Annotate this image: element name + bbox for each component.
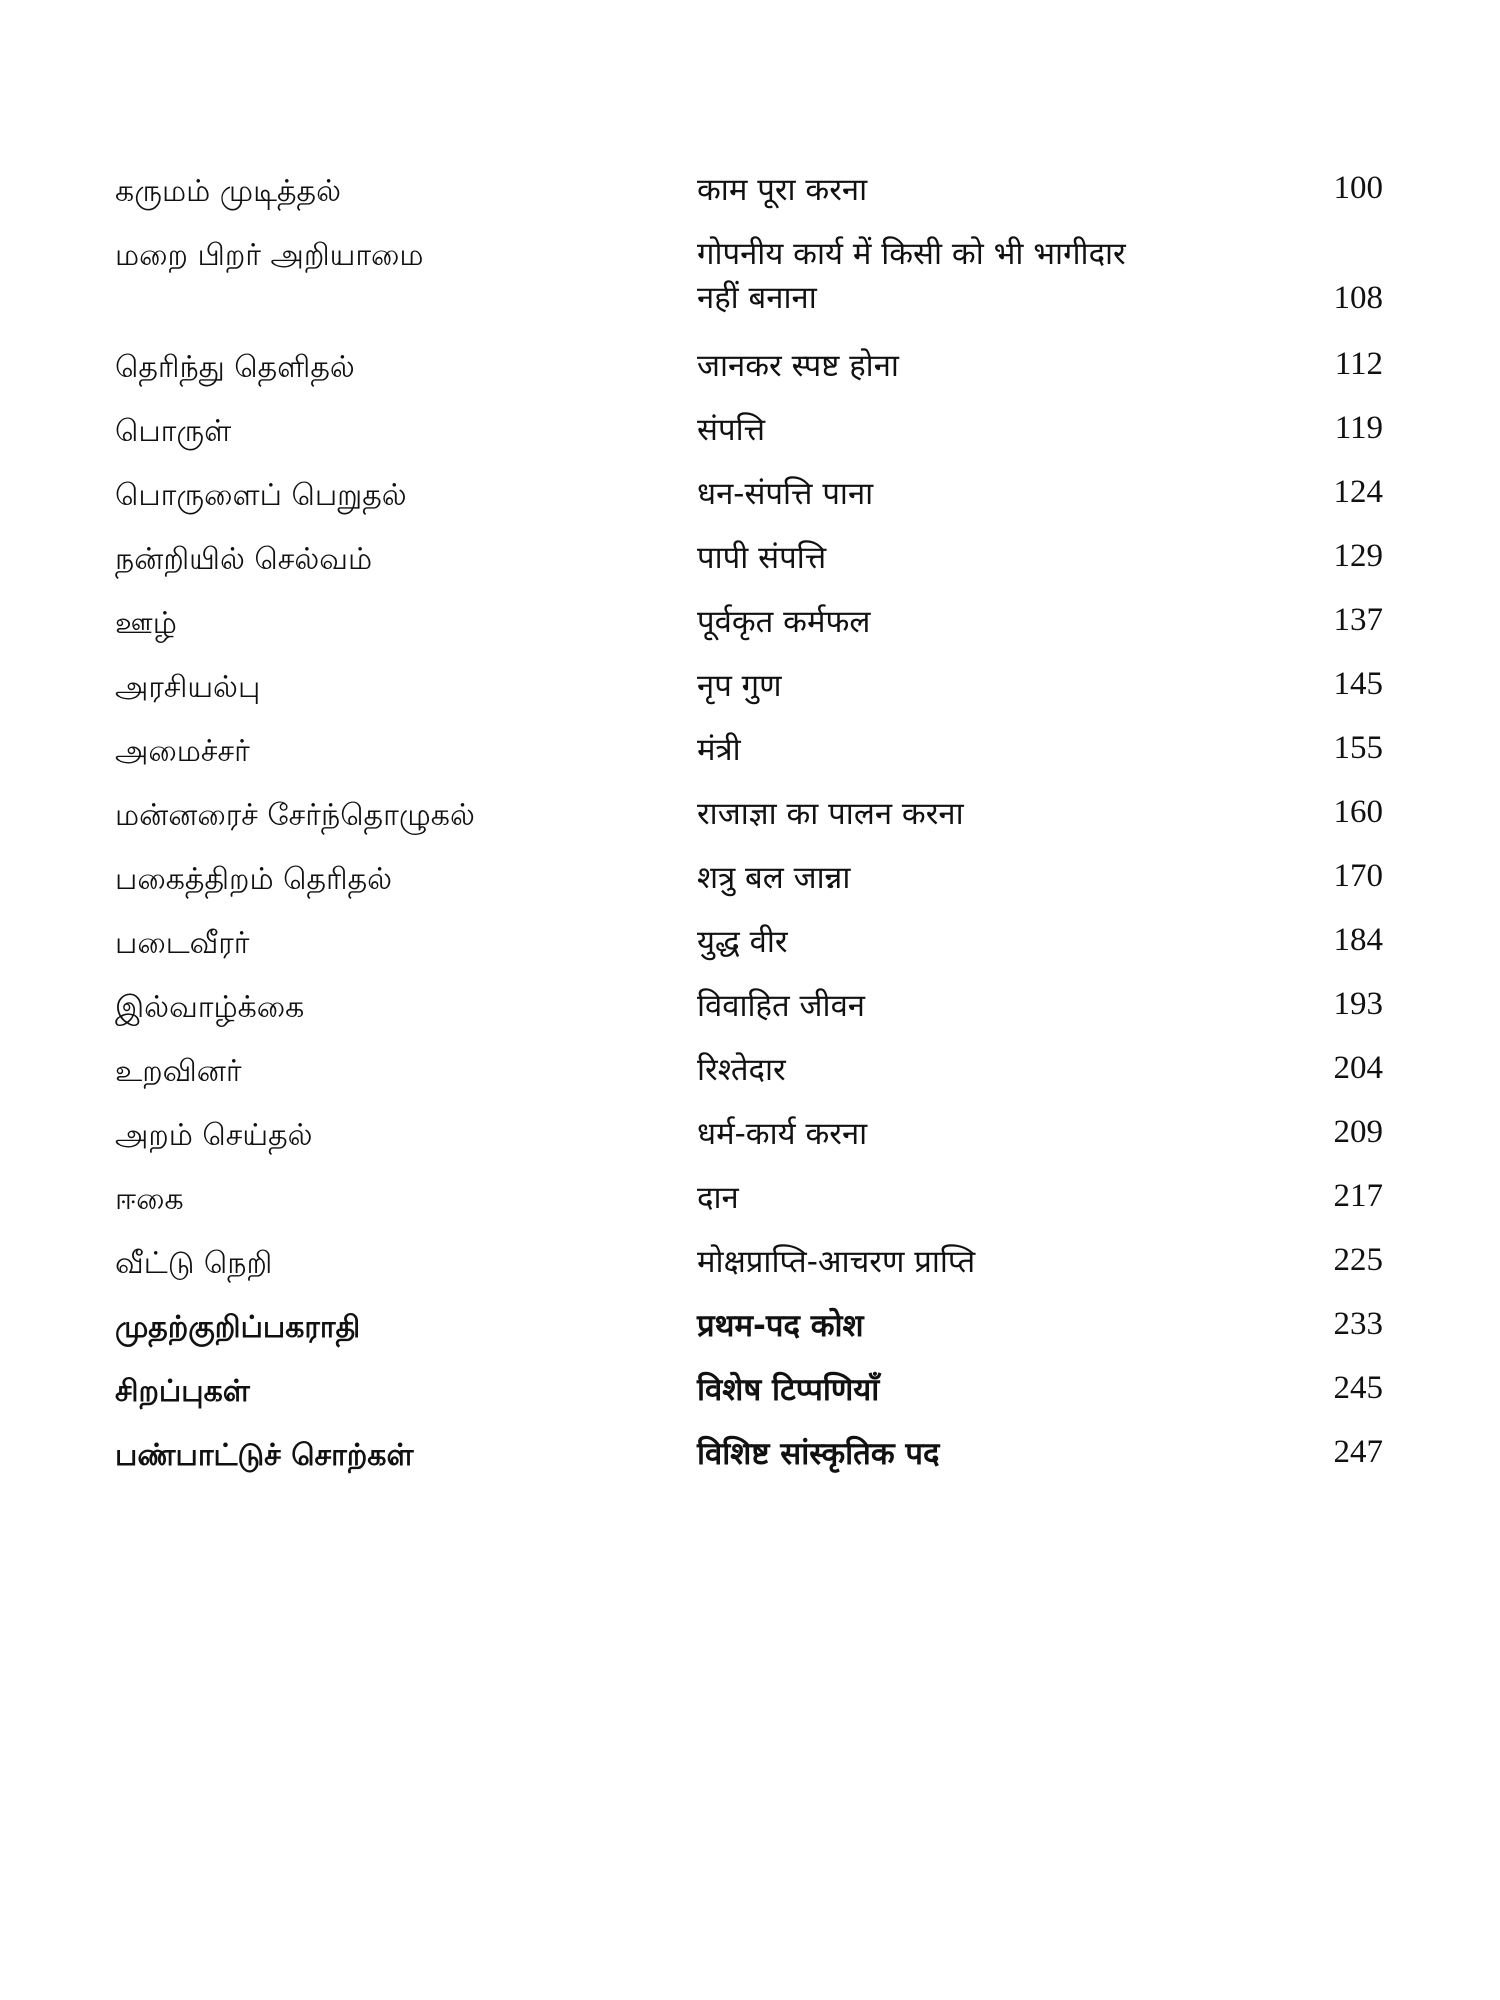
- tamil-title: அமைச்சர்: [115, 734, 250, 769]
- tamil-title: ஈகை: [115, 1182, 184, 1217]
- toc-row: [0, 474, 1500, 538]
- hindi-title: धन-संपत्ति पाना: [697, 476, 874, 512]
- tamil-title: வீட்டு நெறி: [115, 1246, 273, 1281]
- toc-row: [0, 922, 1500, 986]
- tamil-title: படைவீரர்: [115, 926, 250, 961]
- toc-row: [0, 1370, 1500, 1434]
- hindi-title: पापी संपत्ति: [697, 540, 827, 576]
- page-number: 124: [1333, 474, 1383, 510]
- tamil-title: பொருள்: [115, 414, 232, 449]
- tamil-title: நன்றியில் செல்வம்: [115, 542, 373, 577]
- tamil-title: சிறப்புகள்: [115, 1374, 250, 1409]
- toc-row: [0, 346, 1500, 410]
- page-number: 233: [1333, 1306, 1383, 1342]
- page-number: 145: [1333, 666, 1383, 702]
- hindi-title: पूर्वकृत कर्मफल: [697, 604, 871, 640]
- tamil-title: உறவினர்: [115, 1054, 242, 1089]
- toc-row: [0, 1306, 1500, 1370]
- hindi-title: शत्रु बल जान्ना: [697, 860, 851, 896]
- page-number: 119: [1334, 410, 1383, 446]
- toc-row: [0, 1242, 1500, 1306]
- toc-row: [0, 170, 1500, 234]
- hindi-title: जानकर स्पष्ट होना: [697, 348, 899, 384]
- hindi-title: रिश्तेदार: [697, 1052, 786, 1088]
- page-number: 170: [1333, 858, 1383, 894]
- tamil-title: பகைத்திறம் தெரிதல்: [115, 862, 393, 897]
- tamil-title: பொருளைப் பெறுதல்: [115, 478, 407, 513]
- tamil-title: கருமம் முடித்தல்: [115, 174, 341, 209]
- toc-row: [0, 410, 1500, 474]
- toc-row: [0, 1178, 1500, 1242]
- page-number: 217: [1333, 1178, 1383, 1214]
- tamil-title: மறை பிறர் அறியாமை: [115, 238, 424, 273]
- tamil-title: அரசியல்பு: [115, 670, 261, 705]
- toc-row: [0, 1114, 1500, 1178]
- toc-row: [0, 538, 1500, 602]
- page-number: 245: [1333, 1370, 1383, 1406]
- hindi-title: दान: [697, 1180, 739, 1216]
- hindi-title: मोक्षप्राप्ति-आचरण प्राप्ति: [697, 1244, 976, 1280]
- tamil-title: மன்னரைச் சேர்ந்தொழுகல்: [115, 798, 475, 833]
- page-number: 112: [1334, 346, 1383, 382]
- page-number: 108: [1333, 280, 1383, 316]
- hindi-title: युद्ध वीर: [697, 924, 788, 960]
- toc-row: [0, 666, 1500, 730]
- page-number: 129: [1333, 538, 1383, 574]
- hindi-title: संपत्ति: [697, 412, 766, 448]
- tamil-title: அறம் செய்தல்: [115, 1118, 313, 1153]
- toc-row: [0, 794, 1500, 858]
- toc-row: [0, 602, 1500, 666]
- hindi-title-line2: नहीं बनाना: [697, 280, 817, 316]
- tamil-title: ஊழ்: [115, 606, 177, 641]
- toc-row: [0, 986, 1500, 1050]
- page-number: 155: [1333, 730, 1383, 766]
- tamil-title: பண்பாட்டுச் சொற்கள்: [115, 1438, 414, 1473]
- page-number: 100: [1333, 170, 1383, 206]
- hindi-title: विवाहित जीवन: [697, 988, 866, 1024]
- hindi-title: गोपनीय कार्य में किसी को भी भागीदार: [697, 236, 1126, 272]
- page-number: 204: [1333, 1050, 1383, 1086]
- hindi-title: काम पूरा करना: [697, 172, 868, 208]
- hindi-title: विशिष्ट सांस्कृतिक पद: [697, 1436, 940, 1472]
- page-number: 247: [1333, 1434, 1383, 1470]
- page-number: 137: [1333, 602, 1383, 638]
- page-number: 184: [1333, 922, 1383, 958]
- toc-row: [0, 1050, 1500, 1114]
- toc-row: [0, 234, 1500, 334]
- hindi-title: राजाज्ञा का पालन करना: [697, 796, 964, 832]
- toc-row: [0, 858, 1500, 922]
- toc-row: [0, 730, 1500, 794]
- page-number: 160: [1333, 794, 1383, 830]
- hindi-title: नृप गुण: [697, 668, 782, 704]
- page-number: 209: [1333, 1114, 1383, 1150]
- toc-row: [0, 1434, 1500, 1498]
- tamil-title: முதற்குறிப்பகராதி: [115, 1310, 361, 1345]
- hindi-title: विशेष टिप्पणियाँ: [697, 1372, 880, 1408]
- hindi-title: धर्म-कार्य करना: [697, 1116, 868, 1152]
- tamil-title: இல்வாழ்க்கை: [115, 990, 305, 1025]
- page-number: 225: [1333, 1242, 1383, 1278]
- hindi-title: प्रथम-पद कोश: [697, 1308, 864, 1344]
- hindi-title: मंत्री: [697, 732, 741, 768]
- page-number: 193: [1333, 986, 1383, 1022]
- tamil-title: தெரிந்து தெளிதல்: [115, 350, 355, 385]
